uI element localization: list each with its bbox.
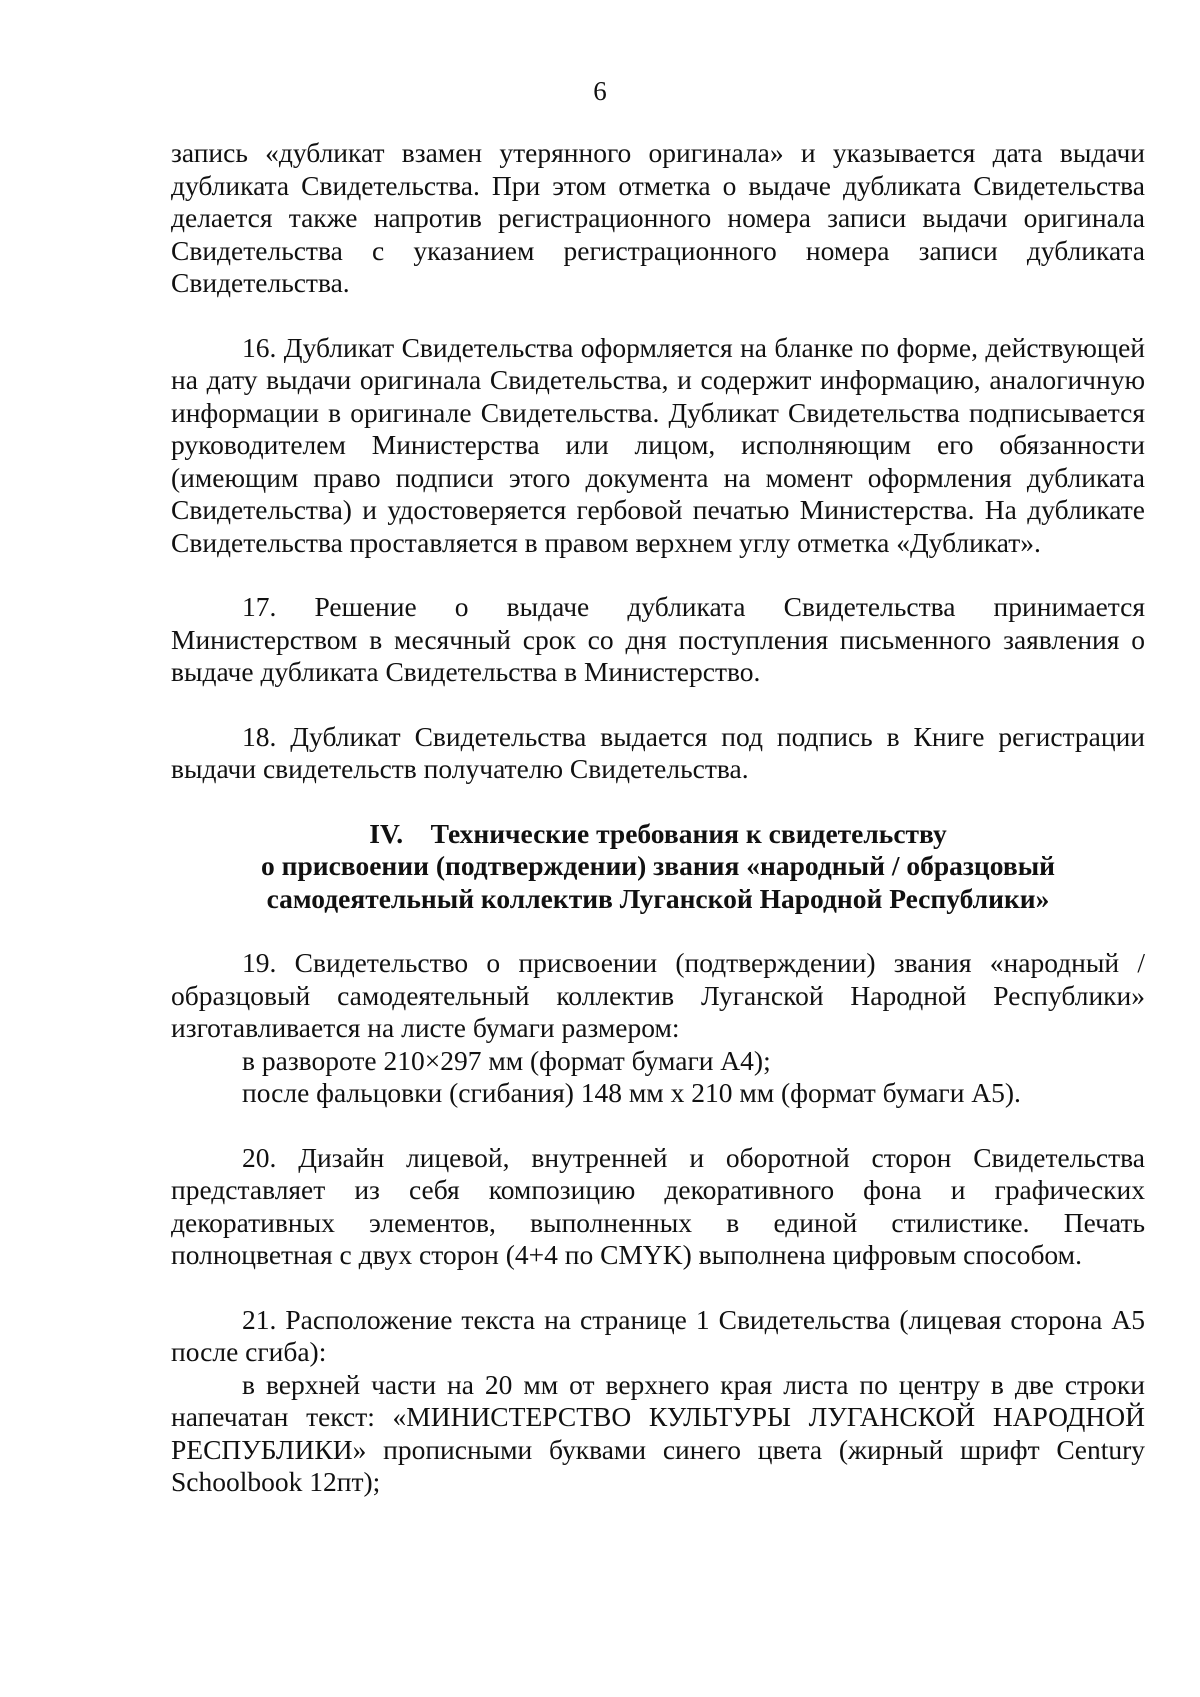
paragraph-18: 18. Дубликат Свидетельства выдается под подпись в Книге регистрации выдачи свидетельств получателю Свидетельства. (171, 720, 1145, 784)
paragraph-gap (171, 786, 1145, 818)
paragraph-continuation: запись «дубликат взамен утерянного оригинала» и указывается дата выдачи дубликата Свидетельства. При этом отметка о выдаче дубликата Свидетельства делается также напротив регистрационного номера записи выдачи оригинала Свидетельства с указанием регистрационного номера записи дубликата Свидетельства. (171, 137, 1145, 298)
paragraph-17: 17. Решение о выдаче дубликата Свидетельства принимается Министерством в месячный срок со дня поступления письменного заявления о выдаче дубликата Свидетельства в Министерство. (171, 591, 1145, 687)
paragraph-19: 19. Свидетельство о присвоении (подтверждении) звания «народный / образцовый самодеятельный коллектив Луганской Народной Республики» изготавливается на листе бумаги размером: (171, 947, 1145, 1043)
page-number: 6 (593, 76, 607, 106)
section-heading-line-1: IV. Технические требования к свидетельству (369, 817, 947, 849)
paragraph-21: 21. Расположение текста на странице 1 Свидетельства (лицевая сторона А5 после сгиба): (171, 1303, 1145, 1367)
paragraph-19-item-a5: после фальцовки (сгибания) 148 мм х 210 мм (формат бумаги А5). (242, 1077, 1021, 1108)
paragraph-19-item-a4: в развороте 210×297 мм (формат бумаги А4); (242, 1044, 771, 1076)
section-heading-line-2: о присвоении (подтверждении) звания «народный / образцовый (260, 850, 1056, 881)
paragraph-gap (171, 915, 1145, 947)
paragraph-gap (171, 300, 1145, 332)
paragraph-20: 20. Дизайн лицевой, внутренней и оборотной сторон Свидетельства представляет из себя композицию декоративного фона и графических декоративных элементов, выполненных в единой стилистике. Печать полноцветная с двух сторон (4+4 по CMYK) выполнена цифровым способом. (171, 1141, 1145, 1270)
section-heading (171, 818, 1145, 916)
paragraph-16: 16. Дубликат Свидетельства оформляется на бланке по форме, действующей на дату выдачи оригинала Свидетельства, и содержит информацию, аналогичную информации в оригинале Свидетельства. Дубликат Свидетельства подписывается руководителем Министерства или лицом, исполняющим его обязанности (имеющим право подписи этого документа на момент оформления дубликата Свидетельства) и удостоверяется гербовой печатью Министерства. На дубликате Свидетельства проставляется в правом верхнем углу отметка «Дубликат». (171, 331, 1145, 558)
paragraph-gap (171, 1110, 1145, 1142)
paragraph-21-item-top-text: в верхней части на 20 мм от верхнего края листа по центру в две строки напечатан текст: «МИНИСТЕРСТВО КУЛЬТУРЫ ЛУГАНСКОЙ НАРОДНОЙ РЕСПУБЛИКИ» прописными буквами синего цвета (жирный шрифт Century Schoolbook 12пт); (171, 1368, 1145, 1497)
document-body (171, 137, 1145, 1499)
paragraph-gap (171, 559, 1145, 591)
section-heading-line-3: самодеятельный коллектив Луганской Народной Республики» (266, 882, 1050, 914)
paragraph-gap (171, 689, 1145, 721)
paragraph-gap (171, 1272, 1145, 1304)
